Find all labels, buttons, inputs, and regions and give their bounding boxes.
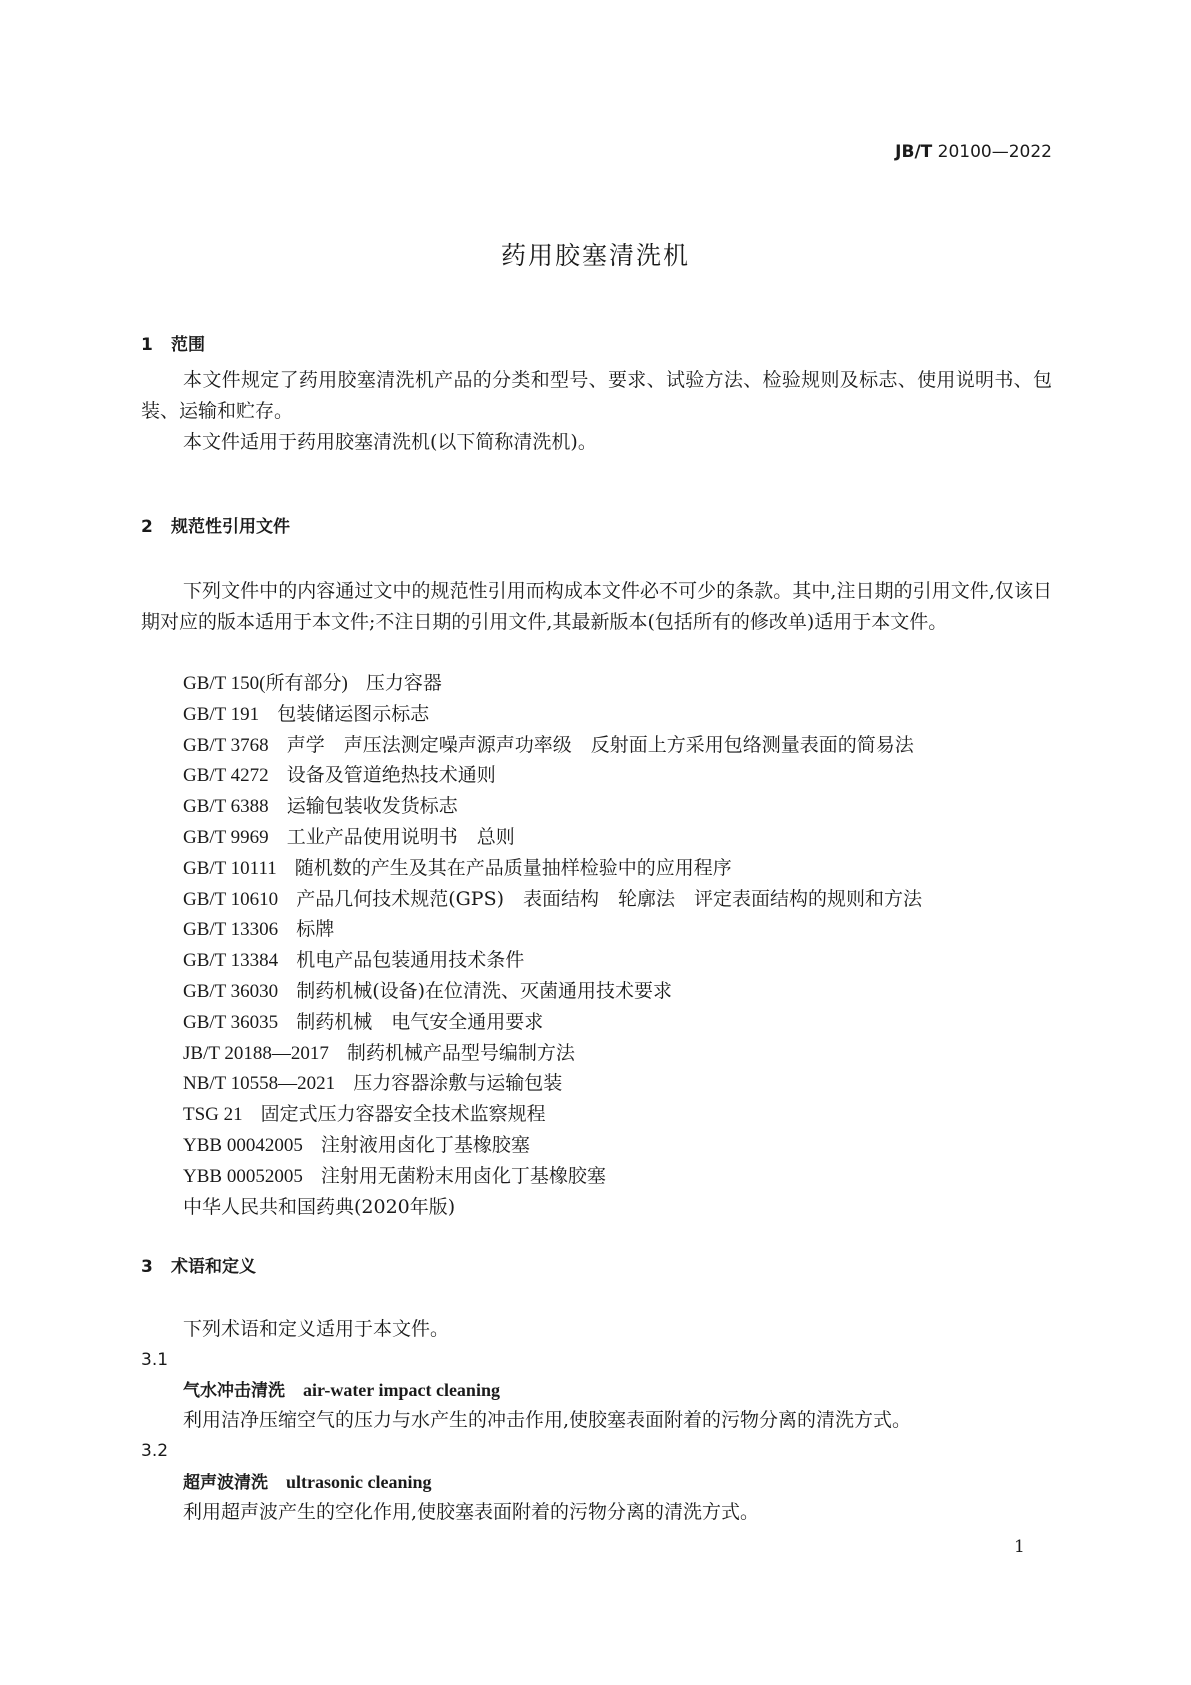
reference-code: GB/T 191 <box>183 703 260 725</box>
paragraph: 下列文件中的内容通过文中的规范性引用而构成本文件必不可少的条款。其中,注日期的引用文件,仅该日期对应的版本适用于本文件;不注日期的引用文件,其最新版本(包括所有的修改单)适用于本文件。 <box>141 580 1052 633</box>
code-prefix: JB/T <box>895 142 933 162</box>
reference-title: 设备及管道绝热技术通则 <box>286 764 496 787</box>
reference-title: 压力容器 <box>365 672 442 694</box>
reference-code: GB/T 150(所有部分) <box>183 673 348 694</box>
reference-title: 制药机械产品型号编制方法 <box>346 1041 575 1064</box>
term-number: 3.1 <box>141 1350 169 1370</box>
reference-title: 注射用无菌粉末用卤化丁基橡胶塞 <box>320 1164 606 1187</box>
reference-code: GB/T 6388 <box>183 796 269 818</box>
section-number: 3 <box>141 1257 153 1277</box>
paragraph: 下列术语和定义适用于本文件。 <box>183 1318 450 1340</box>
reference-title: 注射液用卤化丁基橡胶塞 <box>320 1134 530 1156</box>
section-heading-1 <box>141 333 205 357</box>
reference-title: 产品几何技术规范(GPS) 表面结构 轮廓法 评定表面结构的规则和方法 <box>296 887 922 910</box>
reference-title: 随机数的产生及其在产品质量抽样检验中的应用程序 <box>294 856 732 879</box>
reference-item <box>183 1010 543 1035</box>
reference-title: 压力容器涂敷与运输包装 <box>353 1072 563 1095</box>
reference-item <box>183 794 458 819</box>
reference-code: GB/T 13384 <box>183 950 279 972</box>
section-number: 2 <box>141 517 153 537</box>
reference-item <box>183 763 496 788</box>
reference-code: TSG 21 <box>183 1104 243 1126</box>
reference-title: 机电产品包装通用技术条件 <box>296 949 525 972</box>
reference-item <box>183 979 672 1004</box>
term-definition: 利用洁净压缩空气的压力与水产生的冲击作用,使胶塞表面附着的污物分离的清洗方式。 <box>183 1409 912 1431</box>
section-heading-3 <box>141 1255 256 1279</box>
section-heading-2 <box>141 515 290 539</box>
code-number: 20100—2022 <box>937 142 1052 162</box>
reference-code: GB/T 13306 <box>183 919 279 941</box>
reference-item <box>183 1102 546 1127</box>
term-heading <box>183 1378 500 1403</box>
section-title: 规范性引用文件 <box>171 517 290 537</box>
reference-title: 运输包装收发货标志 <box>286 795 458 818</box>
reference-item <box>183 887 922 912</box>
reference-code: JB/T 20188—2017 <box>183 1042 329 1064</box>
reference-title: 声学 声压法测定噪声源声功率级 反射面上方采用包络测量表面的简易法 <box>286 733 914 756</box>
reference-code: GB/T 10610 <box>183 888 279 910</box>
term-zh: 超声波清洗 <box>183 1473 268 1493</box>
reference-item <box>183 825 515 850</box>
reference-code: GB/T 9969 <box>183 827 269 848</box>
reference-item <box>183 702 429 727</box>
page-title: 药用胶塞清洗机 <box>500 241 690 270</box>
section-number: 1 <box>141 335 153 355</box>
paragraph: 本文件规定了药用胶塞清洗机产品的分类和型号、要求、试验方法、检验规则及标志、使用说明书、包装、运输和贮存。 <box>141 369 1052 422</box>
page-number: 1 <box>1014 1537 1025 1557</box>
reference-title: 中华人民共和国药典(2020年版) <box>183 1195 456 1218</box>
reference-code: GB/T 3768 <box>183 734 269 756</box>
document-code <box>895 140 1052 164</box>
reference-item <box>183 1195 455 1219</box>
reference-item <box>183 948 524 973</box>
reference-code: GB/T 36030 <box>183 981 279 1002</box>
paragraph: 本文件适用于药用胶塞清洗机(以下简称清洗机)。 <box>183 431 597 453</box>
reference-item <box>183 856 732 881</box>
reference-title: 固定式压力容器安全技术监察规程 <box>260 1103 546 1126</box>
reference-item <box>183 733 914 758</box>
reference-item <box>183 1041 575 1066</box>
term-zh: 气水冲击清洗 <box>183 1381 285 1401</box>
reference-item <box>183 1133 530 1158</box>
term-en: ultrasonic cleaning <box>286 1472 432 1492</box>
reference-item <box>183 1164 606 1189</box>
term-en: air-water impact cleaning <box>303 1380 500 1400</box>
reference-code: YBB 00042005 <box>183 1135 303 1156</box>
term-number: 3.2 <box>141 1441 169 1461</box>
reference-title: 工业产品使用说明书 总则 <box>286 826 515 848</box>
reference-code: GB/T 36035 <box>183 1011 279 1033</box>
reference-code: GB/T 10111 <box>183 857 277 879</box>
section-title: 范围 <box>171 335 205 355</box>
reference-item <box>183 917 334 942</box>
term-heading <box>183 1470 432 1495</box>
reference-title: 包装储运图示标志 <box>277 702 430 725</box>
reference-title: 制药机械 电气安全通用要求 <box>296 1010 544 1033</box>
reference-title: 标牌 <box>296 918 335 941</box>
reference-code: GB/T 4272 <box>183 765 269 787</box>
term-definition: 利用超声波产生的空化作用,使胶塞表面附着的污物分离的清洗方式。 <box>183 1501 760 1523</box>
section-title: 术语和定义 <box>171 1257 256 1277</box>
reference-item <box>183 1071 562 1096</box>
reference-title: 制药机械(设备)在位清洗、灭菌通用技术要求 <box>296 980 673 1002</box>
reference-code: NB/T 10558—2021 <box>183 1073 336 1095</box>
reference-code: YBB 00052005 <box>183 1165 303 1187</box>
reference-item <box>183 671 442 696</box>
